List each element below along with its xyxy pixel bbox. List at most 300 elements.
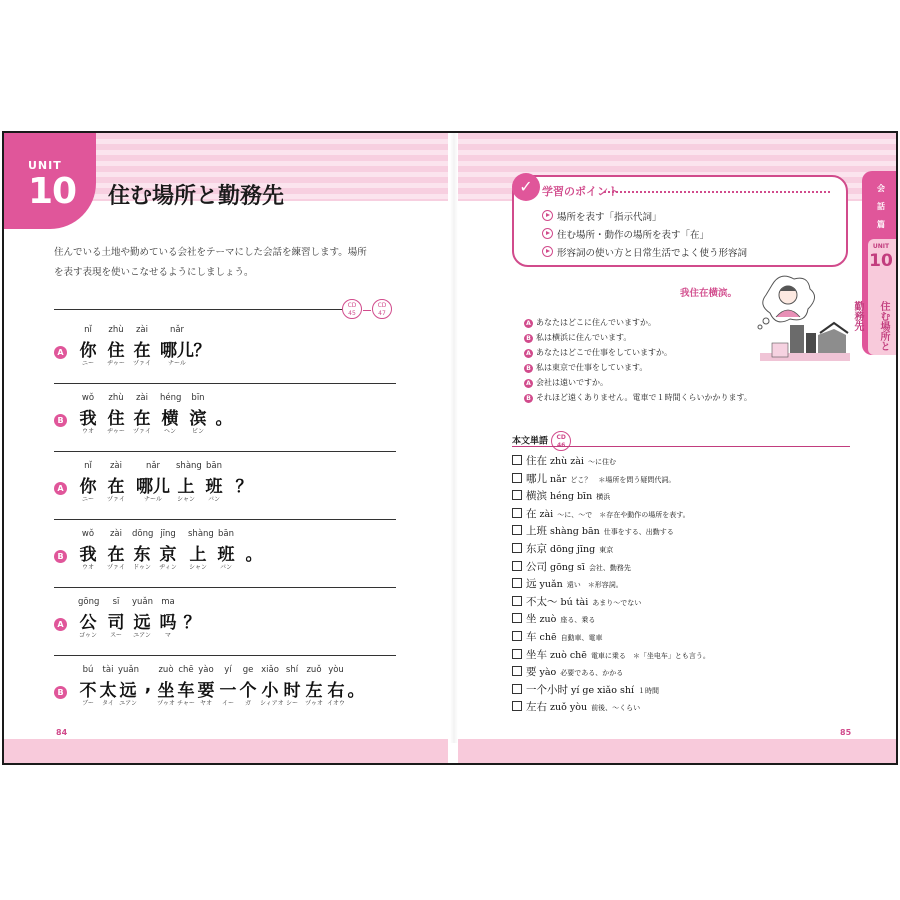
kana-reading: ブー [82, 700, 94, 707]
footer-band-left [4, 739, 448, 763]
side-tab-unit-number: 10 [869, 251, 893, 271]
dialogue-token [238, 665, 258, 707]
hanzi: 远 [119, 681, 137, 701]
vocab-item [512, 611, 595, 626]
vocab-meaning: 仕事をする、出勤する [603, 528, 674, 537]
translation-line [524, 362, 647, 373]
dialogue-token [106, 597, 126, 639]
pinyin [138, 665, 158, 676]
pinyin [244, 529, 264, 540]
dialogue-token [216, 529, 236, 571]
hanzi: 班 [205, 477, 223, 497]
dialogue-token [132, 325, 152, 367]
vocab-meaning: 電車に乗る ＊「坐电车」とも言う。 [590, 651, 710, 660]
hanzi: 上 [177, 477, 195, 497]
dialogue-token [78, 325, 98, 367]
vocab-hanzi: 上班 [526, 525, 547, 538]
pinyin: bān [206, 461, 222, 471]
vocab-rule [512, 446, 850, 447]
speaker-badge: B [54, 686, 67, 699]
pinyin: tài [102, 665, 114, 675]
checkbox[interactable] [512, 508, 522, 518]
dialogue-token [160, 325, 194, 367]
dialogue-token [98, 665, 118, 707]
vocab-hanzi: 东京 [526, 543, 547, 555]
hanzi: 太 [99, 681, 117, 701]
vocab-item [512, 559, 631, 574]
kana-reading: ウオ [81, 428, 94, 435]
speaker-badge: B [524, 334, 533, 343]
kana-reading: シィアオ [260, 700, 284, 707]
vocab-hanzi: 左右 [526, 701, 547, 714]
vocab-meaning: ～に、～で ＊存在や動作の場所を表す。 [557, 510, 690, 519]
dialogue-token [346, 665, 366, 701]
kana-reading: ドゥン [133, 564, 151, 571]
hanzi: 。 [245, 545, 263, 565]
dialogue-token [78, 665, 98, 707]
dialogue-token [182, 597, 202, 633]
vocab-meaning: １時間 [637, 686, 659, 695]
vocab-hanzi: 在 [526, 507, 537, 520]
dialogue-line [54, 319, 396, 387]
dialogue-token [160, 393, 180, 435]
vocab-hanzi: 住在 [526, 455, 547, 467]
kana-reading: ユアン [119, 700, 137, 707]
translation-text: あなたはどこで仕事をしていますか。 [536, 348, 672, 357]
hanzi: , [144, 676, 152, 696]
vocab-item [512, 506, 690, 521]
speaker-badge: A [54, 482, 67, 495]
pinyin: bú [82, 665, 94, 675]
kana-reading: ヂゥー [107, 428, 125, 435]
dialogue-line [54, 591, 396, 659]
translation-text: 私は東京で仕事をしています。 [536, 363, 648, 372]
dialogue-token [78, 461, 98, 503]
vocab-meaning: ～に住む [587, 458, 616, 466]
vocab-pinyin: nǎr [550, 473, 567, 485]
checkbox[interactable] [512, 701, 522, 711]
translation-line [524, 317, 656, 328]
pinyin: wǒ [81, 393, 95, 403]
dialogue-token [158, 597, 178, 639]
kana-reading: タイ [102, 700, 114, 707]
checkbox[interactable] [512, 578, 522, 588]
kana-reading: ビン [191, 428, 204, 435]
kana-reading: ウオ [81, 564, 94, 571]
speaker-badge: B [54, 414, 67, 427]
vocab-pinyin: zuǒ yòu [550, 702, 588, 714]
hanzi: 左 [305, 681, 323, 701]
pinyin: shàng [188, 529, 214, 539]
pinyin: gōng [78, 597, 100, 607]
dialogue-token [196, 665, 216, 707]
translation-text: あなたはどこに住んでいますか。 [536, 318, 656, 327]
vocab-pinyin: chē [539, 632, 557, 643]
vocab-pinyin: yuǎn [539, 579, 563, 591]
kana-reading: バン [207, 496, 220, 503]
hanzi: 东 [133, 545, 151, 565]
footer-band-right [458, 739, 898, 763]
pinyin: zhù [108, 393, 124, 403]
hanzi: 一 [219, 681, 237, 701]
vocab-item [512, 576, 623, 591]
kana-reading: ゴゥン [79, 632, 97, 639]
dialogue-top-rule [54, 309, 344, 310]
vocab-pinyin: yào [539, 667, 557, 679]
hanzi: 不 [79, 681, 97, 701]
kana-reading: ヅァイ [107, 496, 125, 503]
dialogue-token [118, 665, 138, 707]
vocab-meaning: 横浜 [596, 493, 611, 502]
book-spread [2, 131, 898, 765]
dialogue-separator [54, 587, 396, 588]
pinyin: nǎr [169, 325, 185, 335]
hanzi: 公 [79, 613, 97, 633]
hanzi: 个 [239, 681, 257, 701]
vocab-pinyin: dōng jīng [550, 544, 596, 555]
dialogue-token [106, 529, 126, 571]
speaker-badge: B [54, 550, 67, 563]
page-number-right: 85 [840, 728, 852, 737]
side-tab-char-1: 会 [877, 184, 885, 193]
hanzi: 。 [215, 409, 233, 429]
hanzi: 车 [177, 681, 195, 701]
vocab-pinyin: shàng bān [550, 526, 600, 538]
hanzi: 在 [133, 409, 151, 429]
kana-reading: ヅゥオ [305, 700, 323, 707]
dialogue-separator [54, 519, 396, 520]
dialogue-token [192, 325, 212, 361]
speaker-badge: B [524, 364, 533, 373]
side-tab-title: 住む場所と勤務先 [852, 301, 889, 351]
hanzi: 横 [161, 409, 179, 429]
dialogue-token [218, 665, 238, 707]
speaker-badge: A [524, 349, 533, 358]
dialogue-token [188, 529, 214, 571]
unit-badge [4, 133, 96, 229]
pinyin [192, 325, 212, 336]
hanzi: 小 [261, 681, 279, 701]
vocab-pinyin: zuò [539, 614, 557, 626]
page-gutter [450, 133, 458, 743]
pinyin: zuǒ [306, 665, 322, 675]
hanzi: 你 [79, 477, 97, 497]
checkbox[interactable] [512, 649, 522, 659]
kana-reading: シー [285, 700, 298, 707]
dialogue-token [138, 665, 158, 698]
translation-line [524, 347, 672, 358]
side-tab-char-3: 篇 [877, 220, 885, 229]
checkbox[interactable] [512, 543, 522, 553]
dialogue-line [54, 659, 396, 727]
pinyin: zài [135, 393, 149, 403]
dialogue-token [304, 665, 324, 707]
kana-reading: ヅァイ [133, 428, 151, 435]
vocab-meaning: 遠い ＊形容詞。 [566, 581, 623, 590]
arrow-bullet-icon [542, 246, 553, 257]
hanzi: 吗 [159, 613, 177, 633]
side-tab-char-2: 話 [877, 202, 885, 211]
pinyin: dōng [132, 529, 154, 539]
pinyin: wǒ [81, 529, 95, 539]
learning-point-2: 住む場所・動作の場所を表す「在」 [542, 227, 709, 241]
kana-reading: スー [110, 632, 122, 639]
kana-reading: イー [221, 700, 234, 707]
vocab-meaning: 前後、～くらい [591, 704, 641, 713]
vocab-meaning: どこ？ ＊場所を問う疑問代詞。 [570, 475, 676, 484]
kana-reading: ヅァイ [107, 564, 125, 571]
pinyin: yòu [328, 665, 344, 675]
vocab-pinyin: zuò chē [550, 649, 587, 661]
dialogue-separator [54, 451, 396, 452]
pinyin: sī [112, 597, 120, 607]
kana-reading: シャン [177, 496, 195, 503]
dialogue-line [54, 455, 396, 523]
vocab-item [512, 629, 603, 644]
dialogue-token [260, 665, 284, 707]
dialogue-line [54, 387, 396, 455]
kana-reading: ヘン [163, 428, 176, 435]
pinyin [182, 597, 202, 608]
cd-icon-1[interactable]: CD 45 [342, 299, 362, 319]
pinyin: bīn [191, 393, 205, 403]
dialogue-separator [54, 383, 396, 384]
hanzi: 住 [107, 409, 125, 429]
pinyin [214, 393, 234, 404]
vocab-hanzi: 坐车 [526, 648, 547, 661]
dialogue-token [214, 393, 234, 429]
kana-reading: マ [164, 632, 171, 639]
cd-icon-2[interactable]: CD 47 [372, 299, 392, 319]
translation-line [524, 332, 631, 343]
unit-label: UNIT [28, 159, 62, 172]
dialogue-token [204, 461, 224, 503]
pinyin: shí [285, 665, 299, 675]
vocab-heading: 本文単語 CD 46 [512, 431, 571, 451]
dialogue-token [106, 393, 126, 435]
checkbox[interactable] [512, 596, 522, 606]
pinyin: bān [218, 529, 234, 539]
hanzi: 在 [107, 477, 125, 497]
dialogue-token [158, 529, 178, 571]
kana-reading: チャー [177, 700, 195, 707]
translation-text: 会社は遠いですか。 [536, 378, 608, 387]
speaker-badge: B [524, 394, 533, 403]
vocab-item [512, 541, 613, 556]
vocab-hanzi: 公司 [526, 560, 547, 573]
hanzi: 住 [107, 341, 125, 361]
vocab-pinyin: gōng sī [550, 561, 585, 573]
kana-reading: ヂィン [159, 564, 177, 571]
vocab-item [512, 699, 640, 714]
hanzi: 我 [79, 409, 97, 429]
vocab-meaning: あまり～でない [592, 598, 642, 607]
dialogue-token [244, 529, 264, 565]
intro-line-1: 住んでいる土地や勤めている会社をテーマにした会話を練習します。場所 [54, 247, 367, 258]
vocab-pinyin: zhù zài [550, 456, 584, 467]
dialogue-token [106, 461, 126, 503]
pinyin: yuǎn [132, 597, 154, 607]
unit-number: 10 [28, 171, 77, 212]
vocab-item [512, 647, 710, 662]
pinyin: yuǎn [118, 665, 140, 675]
kana-reading: ヂゥー [107, 360, 125, 367]
city-illustration [750, 273, 850, 367]
dialogue-token [78, 529, 98, 571]
pinyin: xiǎo [261, 665, 279, 675]
speaker-badge: A [54, 346, 67, 359]
arrow-bullet-icon [542, 228, 553, 239]
hanzi: 在 [133, 341, 151, 361]
hanzi: 滨 [189, 409, 207, 429]
hanzi: ？ [193, 341, 211, 361]
hanzi: ？ [235, 477, 253, 497]
checkbox[interactable] [512, 684, 522, 694]
speaker-badge: A [54, 618, 67, 631]
kana-reading: シャン [189, 564, 207, 571]
side-tab [852, 171, 898, 355]
vocab-hanzi: 哪儿 [526, 472, 547, 485]
kana-reading: ナール [168, 360, 186, 367]
hanzi: 时 [283, 681, 301, 701]
hanzi: 右 [327, 681, 345, 701]
pinyin: zuò [158, 665, 174, 675]
pinyin: yào [198, 665, 214, 675]
checkbox[interactable] [512, 455, 522, 465]
vocab-hanzi: 坐 [526, 613, 537, 626]
check-icon: ✓ [512, 173, 540, 201]
hanzi: 司 [107, 613, 125, 633]
pinyin: nǐ [84, 325, 92, 335]
checkbox[interactable] [512, 631, 522, 641]
dialogue-token [234, 461, 254, 497]
hanzi: ？ [183, 613, 201, 633]
vocab-meaning: 会社、勤務先 [588, 563, 631, 572]
kana-reading: イオウ [327, 700, 345, 707]
pinyin: zài [135, 325, 149, 335]
checkbox[interactable] [512, 561, 522, 571]
vocab-pinyin: bú tài [560, 596, 589, 608]
learning-point-3: 形容詞の使い方と日常生活でよく使う形容詞 [542, 245, 747, 259]
illustration-caption: 我住在横滨。 [680, 288, 738, 299]
hanzi: 哪儿 [136, 477, 170, 497]
arrow-bullet-icon [542, 210, 553, 221]
pinyin: zhù [108, 325, 124, 335]
hanzi: 我 [79, 545, 97, 565]
page-title: 住む場所と勤務先 [108, 184, 285, 209]
speaker-badge: A [524, 319, 533, 328]
kana-reading: バン [219, 564, 232, 571]
vocab-hanzi: 不太～ [526, 595, 558, 608]
learning-points-heading: 学習のポイント [542, 185, 619, 198]
vocab-hanzi: 横滨 [526, 490, 547, 503]
intro-line-2: を表す表現を使いこなせるようにしましょう。 [54, 267, 254, 278]
vocab-meaning: 自動車、電車 [560, 634, 603, 642]
pinyin: ma [161, 597, 175, 607]
dialogue-token [282, 665, 302, 707]
vocab-pinyin: héng bīn [550, 491, 593, 503]
dialogue-token [132, 597, 152, 639]
hanzi: 你 [79, 341, 97, 361]
vocab-item [512, 664, 623, 679]
checkbox[interactable] [512, 473, 522, 483]
dialogue-token [326, 665, 346, 707]
kana-reading: ヅァイ [133, 360, 151, 367]
cd-tracks [342, 299, 392, 319]
translation-text: 私は横浜に住んでいます。 [536, 333, 632, 342]
dialogue-token [176, 461, 202, 503]
hanzi: 京 [159, 545, 177, 565]
speaker-badge: A [524, 379, 533, 388]
dotted-rule [604, 191, 830, 193]
hanzi: 远 [133, 613, 151, 633]
pinyin: yí [224, 665, 232, 675]
hanzi: 坐 [157, 681, 175, 701]
pinyin: nǎr [145, 461, 161, 471]
dialogue-token [176, 665, 196, 707]
vocab-item [512, 594, 641, 609]
vocab-item [512, 471, 675, 486]
vocab-hanzi: 车 [526, 631, 537, 643]
vocab-pinyin: zài [539, 508, 554, 520]
learning-point-1: 場所を表す「指示代詞」 [542, 209, 662, 223]
vocab-hanzi: 远 [526, 578, 537, 591]
hanzi: 哪儿 [160, 341, 194, 361]
checkbox[interactable] [512, 666, 522, 676]
hanzi: 班 [217, 545, 235, 565]
dialogue-token [132, 529, 152, 571]
vocab-item [512, 523, 674, 538]
dialogue-line [54, 523, 396, 591]
kana-reading: ヤオ [199, 700, 212, 707]
dialogue-token [78, 393, 98, 435]
vocab-item [512, 488, 610, 503]
checkbox[interactable] [512, 490, 522, 500]
pinyin [346, 665, 366, 676]
pinyin: zài [109, 529, 123, 539]
vocab-meaning: 座る、乗る [560, 616, 596, 625]
checkbox[interactable] [512, 613, 522, 623]
kana-reading: ナール [144, 496, 162, 503]
translation-line [524, 392, 752, 403]
hanzi: 上 [189, 545, 207, 565]
vocab-meaning: 必要である、かかる [560, 669, 624, 678]
checkbox[interactable] [512, 525, 522, 535]
intro-text [54, 243, 402, 283]
pinyin: nǐ [84, 461, 92, 471]
dialogue-separator [54, 655, 396, 656]
pinyin: chē [178, 665, 194, 675]
pinyin: jīng [160, 529, 176, 539]
vocab-item [512, 453, 616, 468]
vocab-cd-icon[interactable]: CD 46 [551, 431, 571, 451]
pinyin: shàng [176, 461, 202, 471]
pinyin [234, 461, 254, 472]
vocab-meaning: 東京 [599, 546, 614, 554]
dialogue-token [136, 461, 170, 503]
dialogue-token [106, 325, 126, 367]
dialogue-token [132, 393, 152, 435]
hanzi: 要 [197, 681, 215, 701]
dialogue-token [188, 393, 208, 435]
pinyin: ge [242, 665, 254, 675]
vocab-hanzi: 一个小时 [526, 683, 568, 696]
kana-reading: ユアン [133, 632, 151, 639]
page-number-left: 84 [56, 728, 68, 737]
kana-reading: ヅゥオ [157, 700, 175, 707]
kana-reading: ニー [81, 496, 94, 503]
dialogue-token [156, 665, 176, 707]
